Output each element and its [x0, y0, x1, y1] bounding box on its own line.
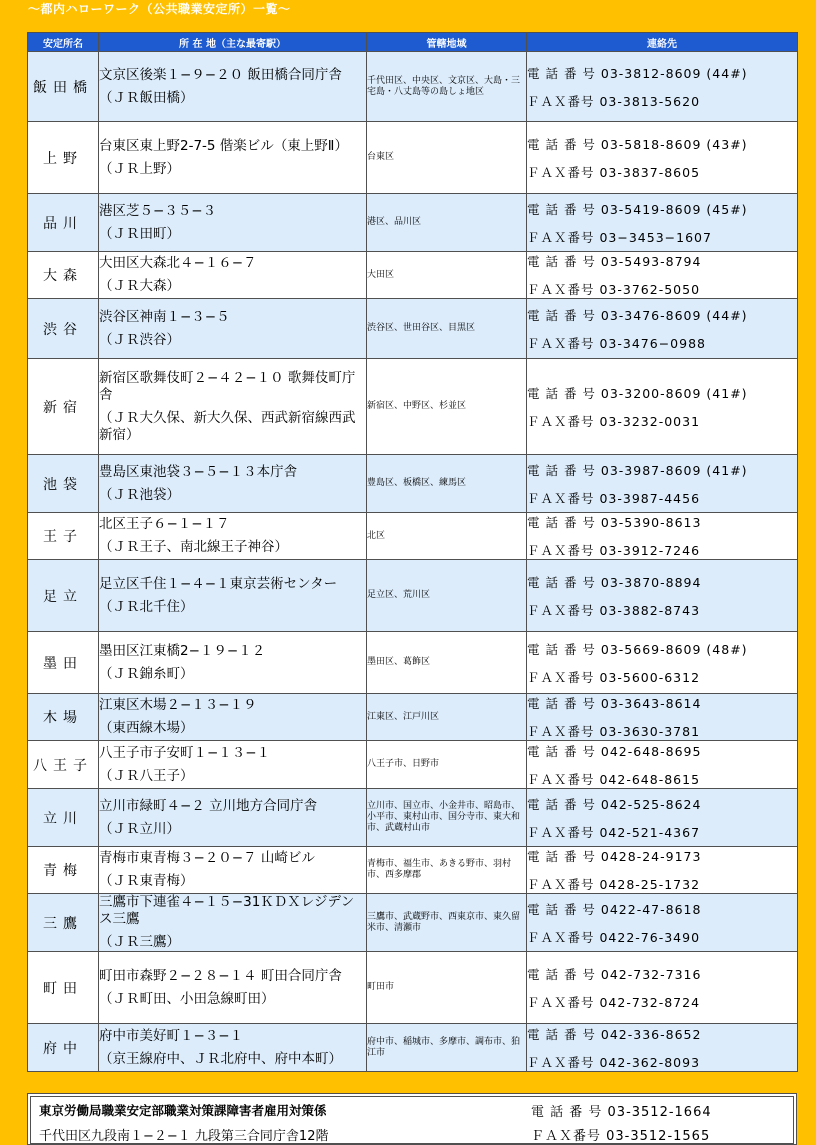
office-fax: ＦＡＸ番号 03-3987-4456 [527, 490, 701, 506]
office-fax: ＦＡＸ番号 03-3232-0031 [527, 413, 701, 429]
office-address: 府中市美好町１−３−１ [99, 1027, 244, 1044]
office-address: 江東区木場２−１３−１９ [99, 697, 257, 713]
office-fax: ＦＡＸ番号 042-362-8093 [527, 1054, 701, 1070]
office-area: 足立区、荒川区 [367, 560, 527, 632]
office-address: 港区芝５−３５−３ [99, 202, 217, 219]
office-name: 渋谷 [28, 299, 99, 359]
table-row [28, 1024, 798, 1072]
office-fax: ＦＡＸ番号 03-5600-6312 [527, 669, 701, 685]
office-contact-cell [527, 847, 798, 894]
office-contact-cell [527, 194, 798, 252]
footer-contact-box [27, 1093, 797, 1145]
office-area: 江東区、江戸川区 [367, 694, 527, 741]
footer-org: 東京労働局職業安定部職業対策課障害者雇用対策係 [39, 1103, 327, 1118]
office-contact-cell [527, 952, 798, 1024]
office-address-cell [99, 952, 367, 1024]
page-title: ～都内ハローワーク（公共職業安定所）一覧～ [28, 2, 291, 16]
footer-fax: ＦＡＸ番号 03-3512-1565 [531, 1129, 711, 1144]
office-area: 府中市、稲城市、多摩市、調布市、狛江市 [367, 1024, 527, 1072]
table-row [28, 513, 798, 560]
office-station: （ＪＲ飯田橋） [99, 89, 194, 106]
office-address: 町田市森野２−２８−１４ 町田合同庁舎 [99, 967, 342, 984]
office-address: 八王子市子安町１−１３−１ [99, 744, 271, 761]
office-address: 三鷹市下連雀４−１５−31ＫＤＸレジデンス三鷹 [99, 894, 355, 927]
office-contact-cell [527, 359, 798, 455]
office-tel: 電 話 番 号 03-5493-8794 [527, 254, 702, 269]
office-address-cell [99, 847, 367, 894]
office-address: 渋谷区神南１−３−５ [99, 308, 230, 325]
office-address: 新宿区歌舞伎町２−４２−１０ 歌舞伎町庁舎 [99, 369, 356, 403]
office-address: 墨田区江東橋2−１９−１２ [99, 642, 266, 659]
footer-address: 千代田区九段南１−２−１ 九段第三合同庁舎12階 [39, 1129, 329, 1144]
office-fax: ＦＡＸ番号 03-3630-3781 [527, 724, 701, 739]
office-tel: 電 話 番 号 03-3643-8614 [527, 696, 702, 711]
office-address-cell [99, 513, 367, 560]
office-address-cell [99, 894, 367, 952]
office-area: 台東区 [367, 122, 527, 194]
table-row [28, 299, 798, 359]
office-address-cell [99, 632, 367, 694]
office-name: 新宿 [28, 359, 99, 455]
office-area: 町田市 [367, 952, 527, 1024]
table-row [28, 694, 798, 741]
office-contact-cell [527, 513, 798, 560]
table-row [28, 52, 798, 122]
office-address-cell [99, 122, 367, 194]
office-address-cell [99, 52, 367, 122]
office-station: （ＪＲ東青梅） [99, 873, 194, 889]
office-name: 池袋 [28, 455, 99, 513]
office-address-cell [99, 694, 367, 741]
table-row [28, 560, 798, 632]
office-name: 大森 [28, 252, 99, 299]
office-contact-cell [527, 252, 798, 299]
office-contact-cell [527, 560, 798, 632]
office-fax: ＦＡＸ番号 03-3476−0988 [527, 335, 706, 351]
office-station: （ＪＲ大久保、新大久保、西武新宿線西武新宿） [99, 409, 356, 443]
office-area: 青梅市、福生市、あきる野市、羽村市、西多摩郡 [367, 847, 527, 894]
office-tel: 電 話 番 号 042-648-8695 [527, 743, 702, 759]
office-name: 王子 [28, 513, 99, 560]
office-contact-cell [527, 299, 798, 359]
office-fax: ＦＡＸ番号 03−3453−1607 [527, 229, 712, 245]
office-address-cell [99, 455, 367, 513]
office-area: 墨田区、葛飾区 [367, 632, 527, 694]
office-fax: ＦＡＸ番号 042-732-8724 [527, 994, 701, 1010]
office-contact-cell [527, 694, 798, 741]
office-address: 文京区後楽１−９−２０ 飯田橋合同庁舎 [99, 66, 342, 83]
office-station: （東西線木場） [99, 720, 194, 736]
office-name: 品川 [28, 194, 99, 252]
office-area: 千代田区、中央区、文京区、大島・三宅島・八丈島等の島しょ地区 [367, 52, 527, 122]
office-address: 立川市緑町４−２ 立川地方合同庁舎 [99, 797, 318, 814]
office-contact-cell [527, 789, 798, 847]
office-fax: ＦＡＸ番号 03-3912-7246 [527, 543, 701, 558]
office-table [27, 32, 798, 1072]
office-address: 豊島区東池袋３−５−１３本庁舎 [99, 463, 298, 480]
office-name: 飯田橋 [28, 52, 99, 122]
office-area: 北区 [367, 513, 527, 560]
office-name: 木場 [28, 694, 99, 741]
office-address-cell [99, 1024, 367, 1072]
office-contact-cell [527, 455, 798, 513]
office-contact-cell [527, 52, 798, 122]
office-name: 府中 [28, 1024, 99, 1072]
office-tel: 電 話 番 号 0422-47-8618 [527, 901, 702, 917]
office-area: 大田区 [367, 252, 527, 299]
table-row [28, 194, 798, 252]
office-address-cell [99, 789, 367, 847]
office-tel: 電 話 番 号 03-5419-8609 (45#) [527, 201, 748, 217]
office-contact-cell [527, 894, 798, 952]
footer-tel: 電 話 番 号 03-3512-1664 [531, 1105, 712, 1120]
table-row [28, 632, 798, 694]
office-contact-cell [527, 1024, 798, 1072]
office-fax: ＦＡＸ番号 042-648-8615 [527, 771, 701, 787]
office-station: （ＪＲ北千住） [99, 598, 194, 615]
office-contact-cell [527, 741, 798, 789]
office-fax: ＦＡＸ番号 03-3813-5620 [527, 93, 701, 109]
office-tel: 電 話 番 号 03-3200-8609 (41#) [527, 385, 748, 401]
office-station: （京王線府中、ＪＲ北府中、府中本町） [99, 1050, 342, 1067]
office-contact-cell [527, 632, 798, 694]
table-row [28, 952, 798, 1024]
office-station: （ＪＲ錦糸町） [99, 665, 194, 682]
office-tel: 電 話 番 号 03-5818-8609 (43#) [527, 136, 748, 152]
office-tel: 電 話 番 号 03-5390-8613 [527, 515, 702, 530]
office-area: 三鷹市、武蔵野市、西東京市、東久留米市、清瀬市 [367, 894, 527, 952]
office-address: 青梅市東青梅３−２０−７ 山崎ビル [99, 850, 315, 866]
office-contact-cell [527, 122, 798, 194]
office-name: 足立 [28, 560, 99, 632]
office-station: （ＪＲ大森） [99, 278, 180, 294]
office-fax: ＦＡＸ番号 03-3882-8743 [527, 602, 701, 618]
header-contact: 連絡先 [527, 33, 798, 52]
table-row [28, 894, 798, 952]
office-fax: ＦＡＸ番号 0428-25-1732 [527, 877, 701, 892]
office-area: 立川市、国立市、小金井市、昭島市、小平市、東村山市、国分寺市、東大和市、武蔵村山市 [367, 789, 527, 847]
table-row [28, 252, 798, 299]
office-station: （ＪＲ八王子） [99, 767, 194, 784]
office-tel: 電 話 番 号 0428-24-9173 [527, 849, 702, 864]
office-address-cell [99, 299, 367, 359]
office-name: 墨田 [28, 632, 99, 694]
office-fax: ＦＡＸ番号 0422-76-3490 [527, 929, 701, 945]
office-name: 町田 [28, 952, 99, 1024]
office-address-cell [99, 194, 367, 252]
office-tel: 電 話 番 号 042-336-8652 [527, 1026, 702, 1042]
office-tel: 電 話 番 号 03-3812-8609 (44#) [527, 65, 748, 81]
office-area: 豊島区、板橋区、練馬区 [367, 455, 527, 513]
office-station: （ＪＲ田町） [99, 225, 180, 242]
office-tel: 電 話 番 号 042-525-8624 [527, 796, 702, 812]
office-station: （ＪＲ王子、南北線王子神谷） [99, 539, 288, 555]
office-name: 立川 [28, 789, 99, 847]
office-address: 台東区東上野2-7-5 偕楽ビル（東上野Ⅱ） [99, 137, 348, 154]
office-station: （ＪＲ町田、小田急線町田） [99, 990, 275, 1007]
office-area: 八王子市、日野市 [367, 741, 527, 789]
office-address: 大田区大森北４−１６−７ [99, 255, 257, 271]
table-row [28, 359, 798, 455]
office-name: 三鷹 [28, 894, 99, 952]
office-address: 足立区千住１−４−１東京芸術センター [99, 575, 338, 592]
table-row [28, 122, 798, 194]
office-name: 上野 [28, 122, 99, 194]
table-row [28, 789, 798, 847]
office-name: 八王子 [28, 741, 99, 789]
header-address: 所 在 地（主な最寄駅） [99, 33, 367, 52]
office-station: （ＪＲ池袋） [99, 486, 180, 503]
office-fax: ＦＡＸ番号 03-3837-8605 [527, 164, 701, 180]
office-address-cell [99, 741, 367, 789]
office-address-cell [99, 359, 367, 455]
office-area: 渋谷区、世田谷区、目黒区 [367, 299, 527, 359]
office-station: （ＪＲ上野） [99, 160, 180, 177]
office-area: 新宿区、中野区、杉並区 [367, 359, 527, 455]
office-address-cell [99, 252, 367, 299]
office-area: 港区、品川区 [367, 194, 527, 252]
office-station: （ＪＲ三鷹） [99, 934, 180, 950]
office-tel: 電 話 番 号 03-3870-8894 [527, 574, 702, 590]
table-row [28, 847, 798, 894]
office-address: 北区王子６−１−１７ [99, 516, 230, 532]
office-fax: ＦＡＸ番号 042-521-4367 [527, 824, 701, 840]
header-area: 管轄地域 [367, 33, 527, 52]
header-name: 安定所名 [28, 33, 99, 52]
office-name: 青梅 [28, 847, 99, 894]
table-row [28, 455, 798, 513]
office-station: （ＪＲ渋谷） [99, 331, 180, 348]
office-tel: 電 話 番 号 03-3987-8609 (41#) [527, 462, 748, 478]
office-tel: 電 話 番 号 042-732-7316 [527, 966, 702, 982]
office-station: （ＪＲ立川） [99, 820, 180, 837]
table-header-row [28, 33, 798, 52]
office-fax: ＦＡＸ番号 03-3762-5050 [527, 282, 701, 297]
table-row [28, 741, 798, 789]
office-address-cell [99, 560, 367, 632]
office-tel: 電 話 番 号 03-5669-8609 (48#) [527, 641, 748, 657]
office-tel: 電 話 番 号 03-3476-8609 (44#) [527, 307, 748, 323]
